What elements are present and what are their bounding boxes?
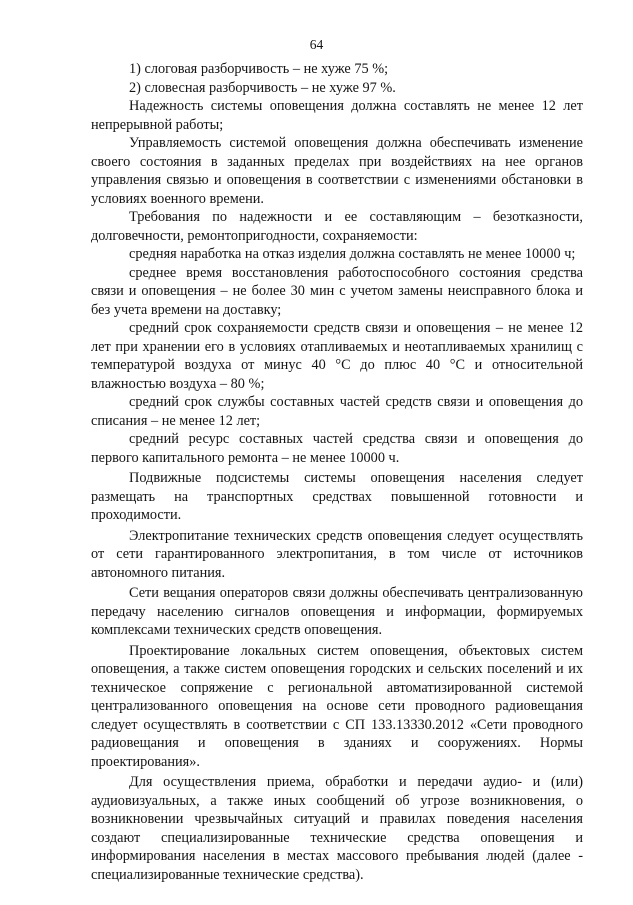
paragraph: 2) словесная разборчивость – не хуже 97 %. bbox=[129, 79, 396, 96]
paragraph: средний срок сохраняемости средств связи и оповещения – не менее 12 лет при хранении его в условиях отапливаемых и неотапливаемых хранилищ с температурой воздуха от минус 40 °С до плюс 40 °С и относительной влажностью воздуха – 80 %; bbox=[91, 320, 583, 392]
paragraph: Для осуществления приема, обработки и передачи аудио- и (или) аудиовизуальных, а также иных сообщений об угрозе возникновения, о возникновении чрезвычайных ситуаций и правилах поведения населения создают специализированные технические средства оповещения и информирования населения в местах массового пребывания людей (далее - специализированные технические средства). bbox=[91, 774, 583, 883]
paragraph: Требования по надежности и ее составляющим – безотказности, долговечности, ремонтопригодности, сохраняемости: bbox=[91, 209, 583, 244]
paragraph: Проектирование локальных систем оповещения, объектовых систем оповещения, а также систем оповещения городских и сельских поселений и их техническое сопряжение с региональной автоматизированной системой централизованного оповещения на основе сети проводного радиовещания следует осуществлять в соответствии с СП 133.13330.2012 «Сети проводного радиовещания и оповещения в зданиях и сооружениях. Нормы проектирования». bbox=[91, 642, 583, 770]
paragraph: Электропитание технических средств оповещения следует осуществлять от сети гарантированного электропитания, в том числе от источников автономного питания. bbox=[91, 527, 583, 581]
paragraph: Надежность системы оповещения должна составлять не менее 12 лет непрерывной работы; bbox=[91, 98, 583, 133]
paragraph: средний срок службы составных частей средств связи и оповещения до списания – не менее 12 лет; bbox=[91, 394, 583, 429]
paragraph: средний ресурс составных частей средства связи и оповещения до первого капитального ремонта – не менее 10000 ч. bbox=[91, 431, 583, 466]
paragraph: 1) слоговая разборчивость – не хуже 75 %; bbox=[129, 61, 389, 77]
document-body bbox=[91, 60, 583, 884]
paragraph: Подвижные подсистемы системы оповещения населения следует размещать на транспортных средствах повышенной готовности и проходимости. bbox=[91, 470, 583, 523]
page-number: 64 bbox=[309, 37, 324, 52]
paragraph: Сети вещания операторов связи должны обеспечивать централизованную передачу населению сигналов оповещения и информации, формируемых комплексами технических средств оповещения. bbox=[91, 585, 583, 638]
paragraph: среднее время восстановления работоспособного состояния средства связи и оповещения – не более 30 мин с учетом замены неисправного блока и без учета времени на доставку; bbox=[91, 264, 583, 318]
paragraph: Управляемость системой оповещения должна обеспечивать изменение своего состояния в заданных пределах при воздействиях на нее органов управления связью и оповещения в соответствии с изменениями обстановки в условиях военного времени. bbox=[91, 135, 583, 207]
paragraph: средняя наработка на отказ изделия должна составлять не менее 10000 ч; bbox=[129, 246, 576, 262]
